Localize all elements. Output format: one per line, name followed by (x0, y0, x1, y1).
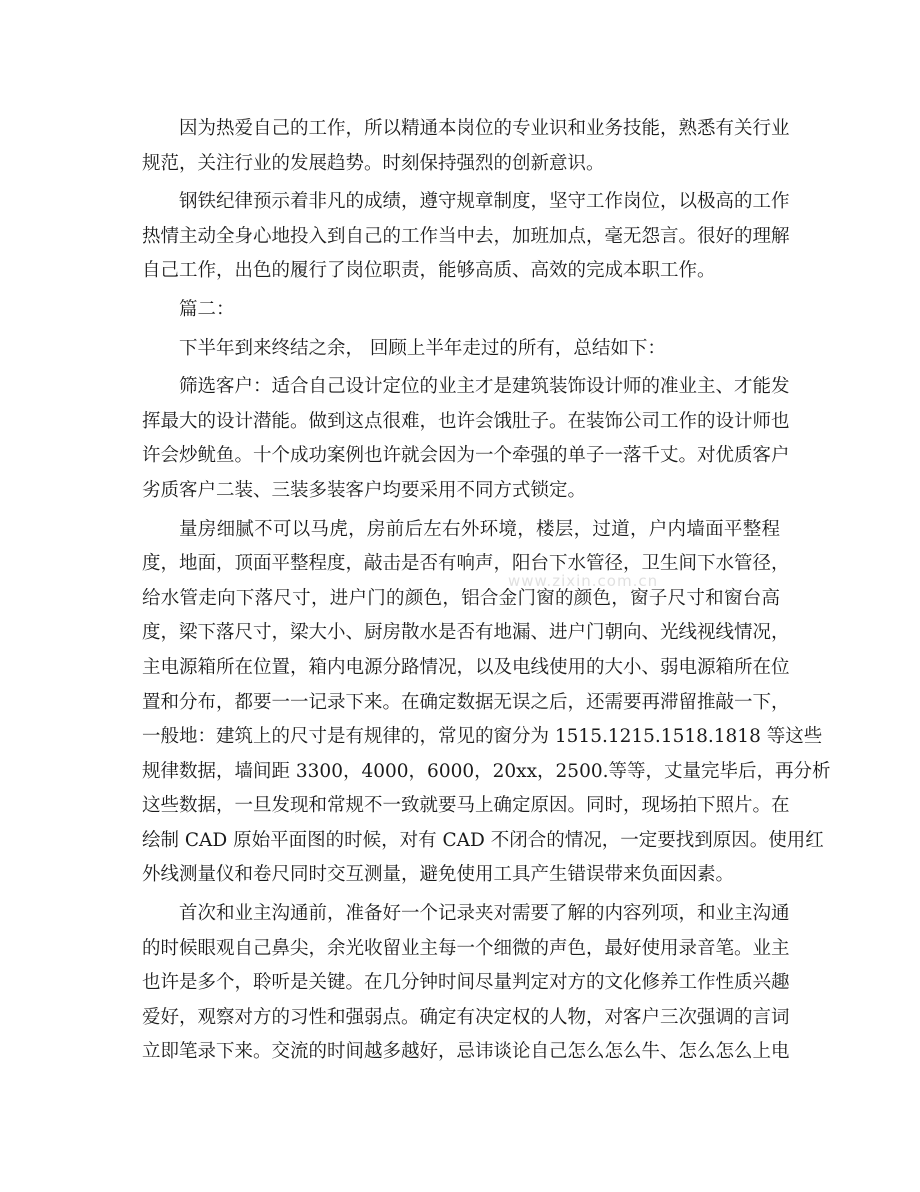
paragraph (142, 185, 790, 289)
paragraph-line: 规范，关注行业的发展趋势。时刻保持强烈的创新意识。 (142, 152, 605, 174)
paragraph-line: 热情主动全身心地投入到自己的工作当中去，加班加点，毫无怨言。很好的理解 (142, 225, 790, 247)
paragraph-line: 首次和业主沟通前，准备好一个记录夹对需要了解的内容列项，和业主沟通 (179, 903, 790, 925)
paragraph (142, 897, 790, 1070)
paragraph-line: 绘制 CAD 原始平面图的时候，对有 CAD 不闭合的情况，一定要找到原因。使用红 (142, 829, 824, 851)
watermark: www.zixin.com.cn (508, 572, 659, 590)
paragraph (142, 112, 790, 181)
paragraph-line: 挥最大的设计潜能。做到这点很难，也许会饿肚子。在装饰公司工作的设计师也 (142, 410, 790, 432)
paragraph-line: 度，梁下落尺寸，梁大小、厨房散水是否有地漏、进户门朝向、光线视线情况， (142, 622, 790, 644)
paragraph-line: 钢铁纪律预示着非凡的成绩，遵守规章制度，坚守工作岗位，以极高的工作 (179, 191, 790, 213)
paragraph (142, 332, 780, 367)
paragraph-line: 许会炒鱿鱼。十个成功案例也许就会因为一个牵强的单子一落千丈。对优质客户 (142, 445, 790, 467)
paragraph-line: 爱好，观察对方的习性和强弱点。确定有决定权的人物，对客户三次强调的言词 (142, 1006, 790, 1028)
paragraph-line: 度，地面，顶面平整程度，敲击是否有响声，阳台下水管径，卫生间下水管径， (142, 553, 790, 575)
paragraph (142, 370, 790, 508)
paragraph (142, 293, 780, 328)
document-body (142, 112, 831, 1074)
paragraph-line: 篇二： (179, 298, 235, 320)
paragraph-line: 置和分布，都要一一记录下来。在确定数据无误之后，还需要再滞留推敲一下， (142, 691, 790, 713)
paragraph-line: 这些数据，一旦发现和常规不一致就要马上确定原因。同时，现场拍下照片。在 (142, 795, 790, 817)
paragraph-line: 主电源箱所在位置，箱内电源分路情况，以及电线使用的大小、弱电源箱所在位 (142, 656, 790, 678)
paragraph-line: 劣质客户二装、三装多装客户均要采用不同方式锁定。 (142, 479, 587, 501)
paragraph-line: 给水管走向下落尺寸，进户门的颜色，铝合金门窗的颜色，窗子尺寸和窗台高 (142, 587, 780, 609)
paragraph (142, 513, 831, 894)
paragraph-line: 一般地：建筑上的尺寸是有规律的，常见的窗分为 1515.1215.1518.1818 等这些 (142, 726, 823, 748)
paragraph-line: 因为热爱自己的工作，所以精通本岗位的专业识和业务技能，熟悉有关行业 (179, 118, 790, 139)
paragraph-line: 规律数据，墙间距 3300，4000，6000，20xx，2500.等等，丈量完毕后，再分析 (142, 760, 831, 782)
paragraph-line: 也许是多个，聆听是关键。在几分钟时间尽量判定对方的文化修养工作性质兴趣 (142, 972, 790, 994)
paragraph-line: 量房细腻不可以马虎，房前后左右外环境，楼层，过道，户内墙面平整程 (179, 518, 780, 540)
paragraph-line: 自己工作，出色的履行了岗位职责，能够高质、高效的完成本职工作。 (142, 260, 716, 282)
paragraph-line: 的时候眼观自己鼻尖，余光收留业主每一个细微的声色，最好使用录音笔。业主 (142, 937, 790, 959)
paragraph-line: 立即笔录下来。交流的时间越多越好，忌讳谈论自己怎么怎么牛、怎么怎么上电 (142, 1041, 790, 1063)
paragraph-line: 外线测量仪和卷尺同时交互测量，避免使用工具产生错误带来负面因素。 (142, 864, 735, 886)
paragraph-line: 筛选客户：适合自己设计定位的业主才是建筑装饰设计师的准业主、才能发 (179, 376, 790, 398)
paragraph-line: 下半年到来终结之余， 回顾上半年走过的所有，总结如下： (179, 337, 666, 359)
